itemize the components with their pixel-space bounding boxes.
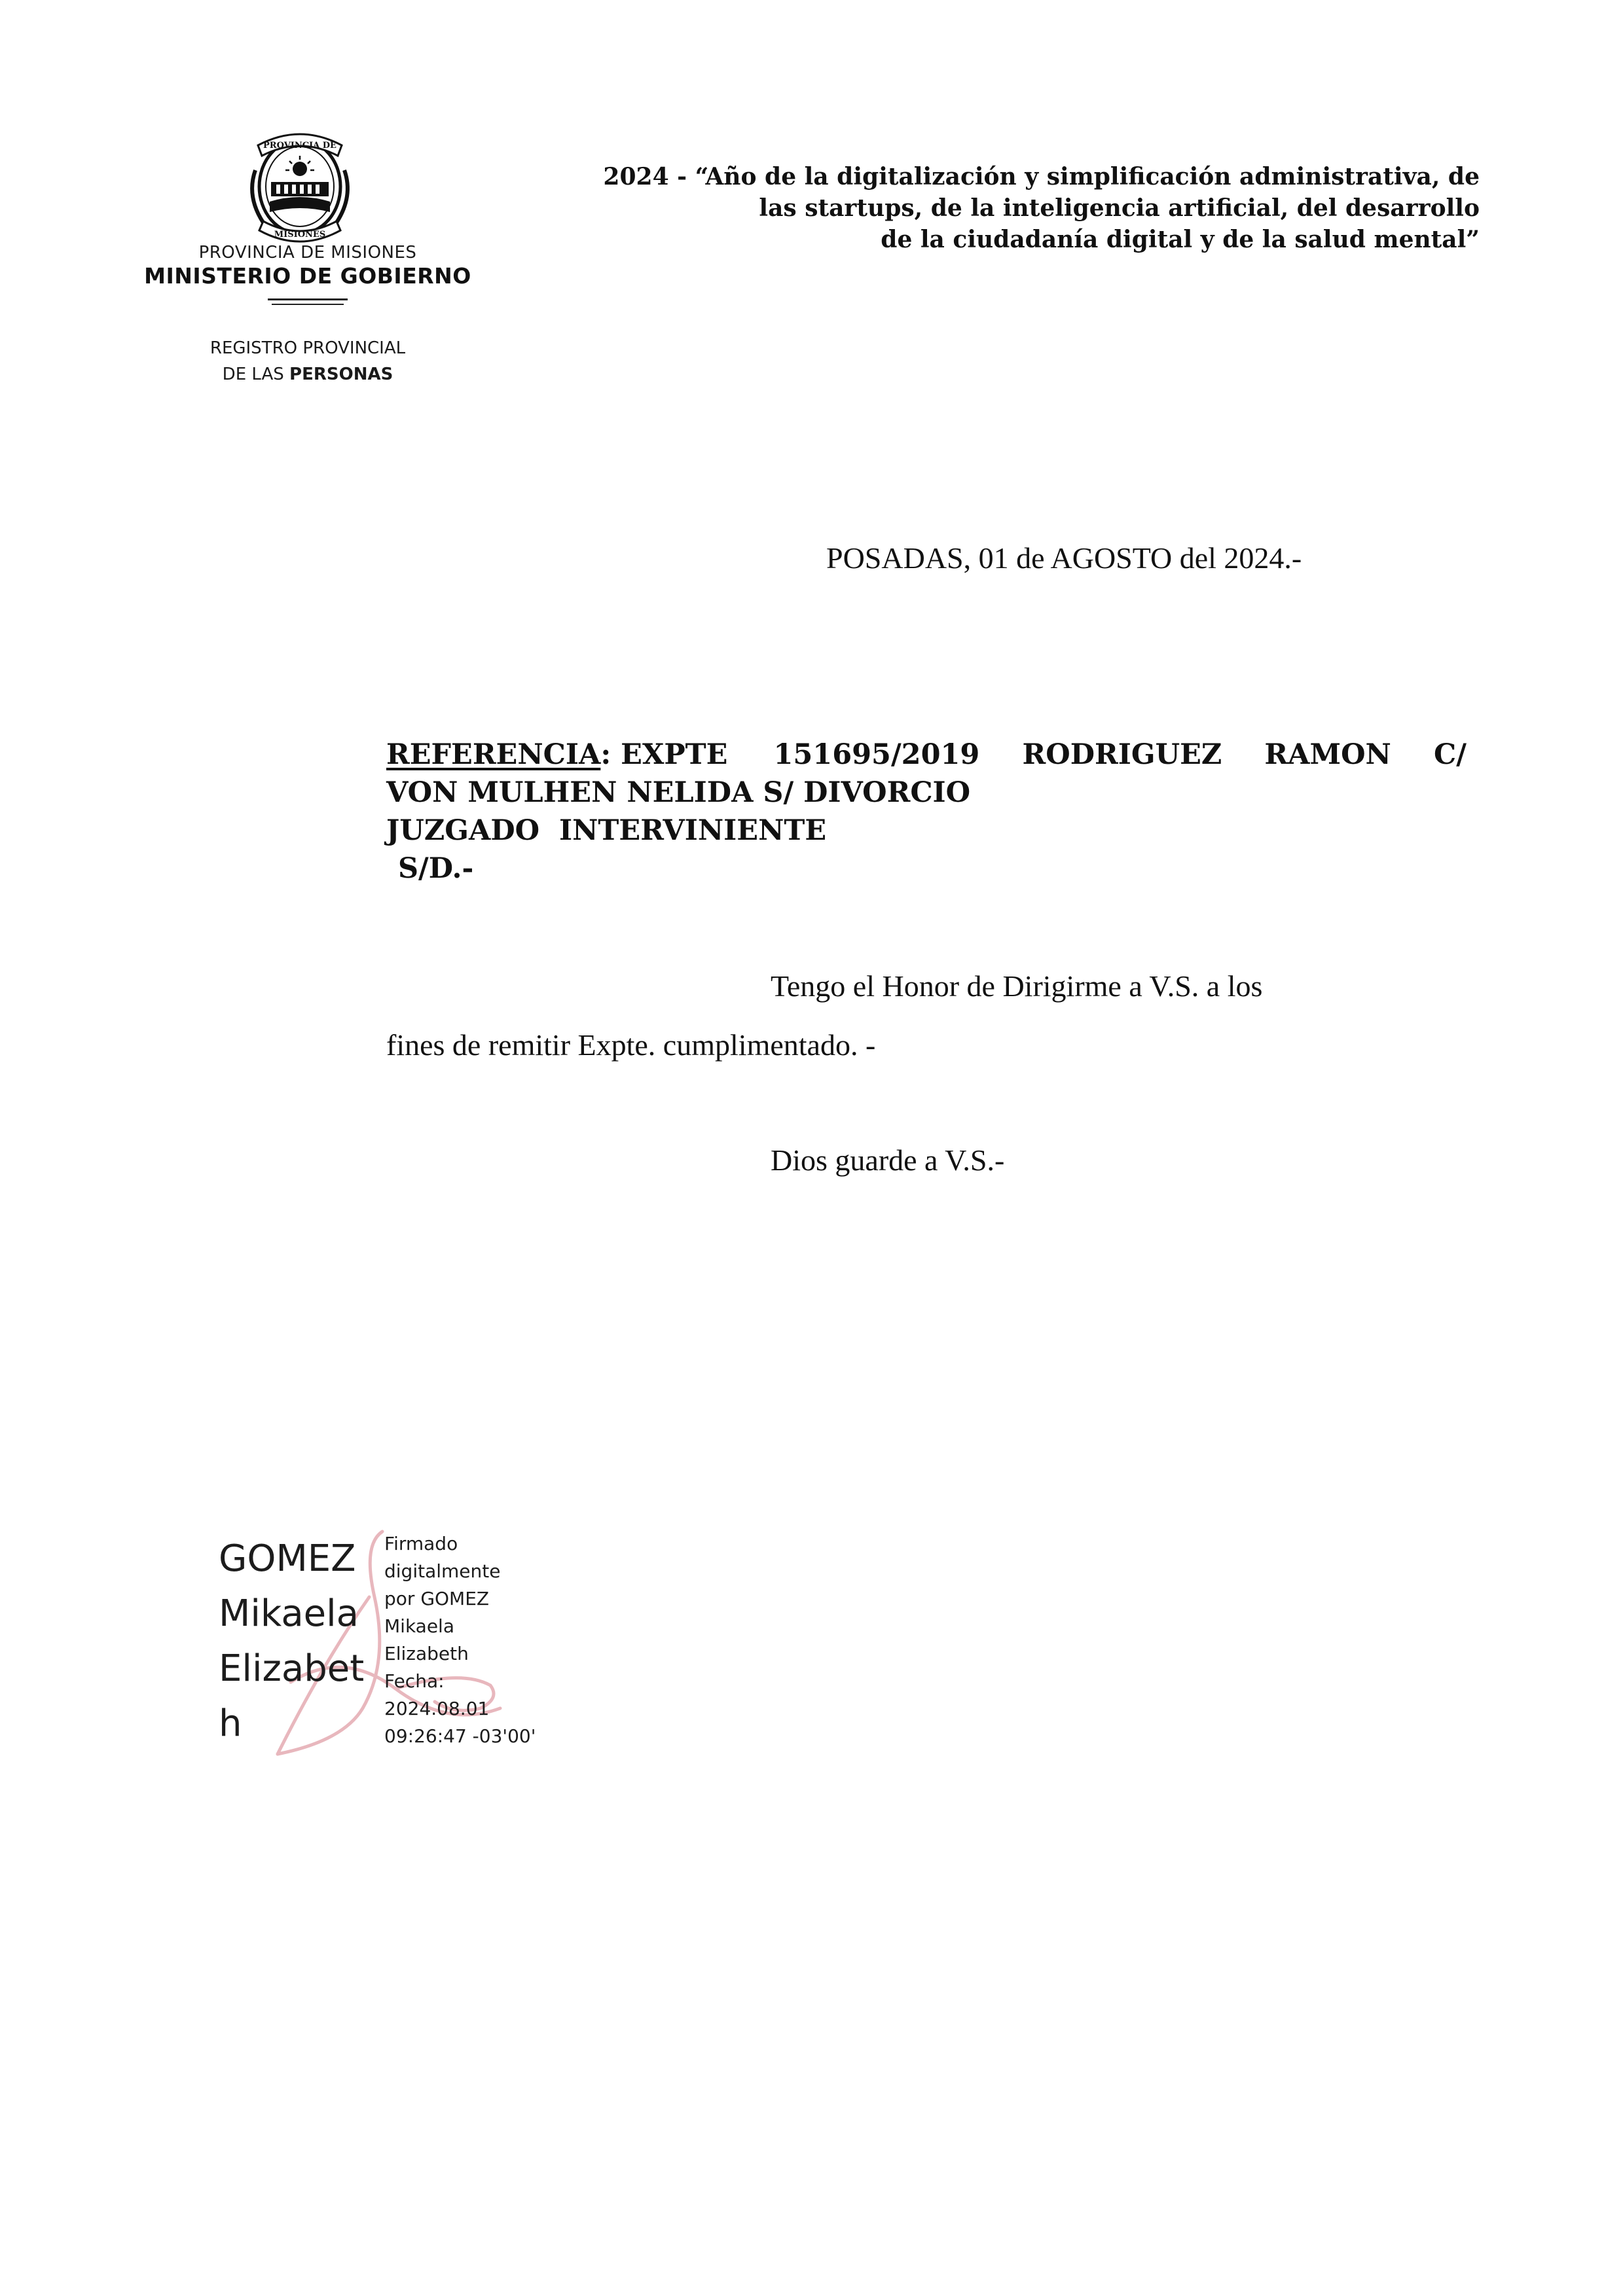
registry-line-2-bold: PERSONAS (289, 365, 393, 384)
case-number: 151695/2019 (773, 738, 980, 771)
signature-detail-line: Elizabeth (384, 1643, 469, 1664)
provincial-seal (244, 124, 356, 246)
body-paragraph-line-1: Tengo el Honor de Dirigirme a V.S. a los (771, 969, 1263, 1003)
parties-b: RAMON (1264, 738, 1391, 771)
reference-label: REFERENCIA (386, 738, 601, 771)
date-line: POSADAS, 01 de AGOSTO del 2024.- (826, 541, 1302, 575)
registry-heading (131, 335, 484, 387)
registry-line-1: REGISTRO PROVINCIAL (210, 338, 406, 358)
signer-name (219, 1532, 389, 1751)
registry-line-2 (131, 361, 484, 387)
registry-line-2-prefix: DE LAS (222, 365, 290, 384)
reference-line-3: JUZGADO INTERVINIENTE (386, 814, 827, 847)
motto-line-3: de la ciudadanía digital y de la salud mental” (881, 226, 1480, 253)
motto-line-2: las startups, de la inteligencia artificial, del desarrollo (759, 194, 1480, 222)
reference-line-4: S/D.- (398, 852, 474, 885)
motto-line-1: 2024 - “Año de la digitalización y simplificación administrativa, de (603, 163, 1480, 190)
closing-line: Dios guarde a V.S.- (771, 1143, 1005, 1177)
signer-name-line: h (219, 1702, 242, 1745)
signature-detail-line: Mikaela (384, 1615, 454, 1637)
year-motto (471, 161, 1480, 255)
ministry-divider (268, 298, 348, 300)
signer-name-line: Elizabet (219, 1647, 365, 1690)
signature-detail-line: por GOMEZ (384, 1588, 490, 1609)
signature-detail-line: Firmado (384, 1533, 458, 1554)
signature-detail-line: digitalmente (384, 1560, 501, 1582)
signature-detail-line: 09:26:47 -03'00' (384, 1725, 536, 1747)
parties-a: RODRIGUEZ (1022, 738, 1222, 771)
svg-text:PROVINCIA DE: PROVINCIA DE (263, 141, 337, 151)
ministry-heading (131, 242, 484, 305)
parties-c: C/ (1434, 738, 1467, 771)
signer-name-line: Mikaela (219, 1592, 359, 1635)
signer-name-line: GOMEZ (219, 1537, 356, 1580)
signature-detail-line: Fecha: (384, 1670, 445, 1692)
ministry-divider-thin (272, 304, 344, 305)
reference-heading (386, 736, 979, 774)
svg-text:MISIONES: MISIONES (274, 230, 326, 240)
body-paragraph-line-2: fines de remitir Expte. cumplimentado. - (386, 1028, 876, 1062)
reference-block (386, 736, 1467, 888)
reference-expte: : EXPTE (600, 738, 728, 771)
signature-details (384, 1530, 594, 1750)
reference-line-2: VON MULHEN NELIDA S/ DIVORCIO (386, 776, 971, 809)
signature-detail-line: 2024.08.01 (384, 1698, 490, 1719)
seal-emblem-icon (244, 124, 356, 246)
reference-line-1 (386, 736, 1467, 774)
ministry-name: MINISTERIO DE GOBIERNO (144, 263, 471, 289)
province-name: PROVINCIA DE MISIONES (198, 243, 417, 262)
